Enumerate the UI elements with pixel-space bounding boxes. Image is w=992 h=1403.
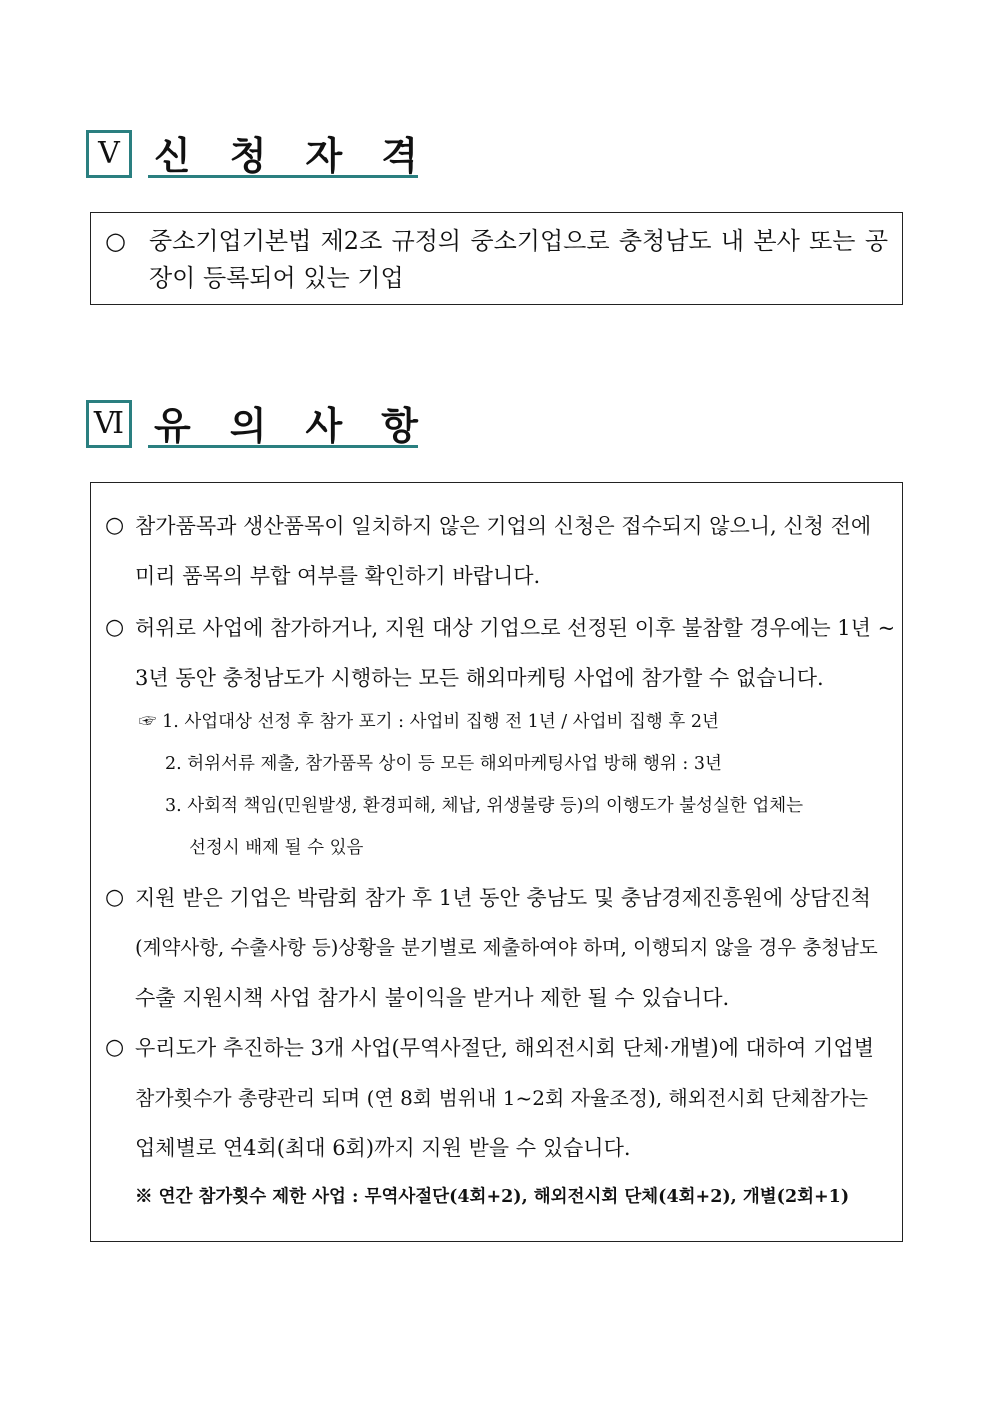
pointing-hand-icon: ☞: [139, 712, 157, 732]
circle-bullet-icon: ○: [105, 1035, 125, 1060]
notice-line: 참가품목과 생산품목이 일치하지 않은 기업의 신청은 접수되지 않으니, 신청 전에: [135, 514, 872, 538]
section-6-title-char: 의: [229, 404, 267, 448]
circle-bullet-icon: ○: [105, 615, 125, 640]
section-6-title-char: 항: [381, 404, 418, 448]
section-6-number: Ⅵ: [86, 400, 132, 448]
section-5-title-char: 격: [381, 134, 418, 178]
section-5-title: [148, 130, 418, 178]
section-6-heading: [86, 400, 418, 454]
notice-item: [105, 1023, 888, 1173]
notes-box: [90, 482, 903, 1242]
circle-bullet-icon: ○: [105, 513, 125, 538]
limit-note: ※ 연간 참가횟수 제한 사업 : 무역사절단(4회+2), 해외전시회 단체(4회+2), 개별(2회+1): [135, 1187, 850, 1207]
section-5-number: Ⅴ: [86, 130, 132, 178]
eligibility-text: 중소기업기본법 제2조 규정의 중소기업으로 충청남도 내 본사 또는 공장이 등록되어 있는 기업: [149, 227, 888, 292]
circle-bullet-icon: ○: [105, 227, 126, 255]
notice-item: [105, 501, 888, 601]
penalty-item-continued: 선정시 배제 될 수 있음: [189, 838, 364, 858]
eligibility-paragraph: [105, 223, 888, 297]
notice-line: 업체별로 연4회(최대 6회)까지 지원 받을 수 있습니다.: [135, 1136, 631, 1160]
penalty-item: 1. 사업대상 선정 후 참가 포기 : 사업비 집행 전 1년 / 사업비 집행 후 2년: [162, 712, 719, 732]
section-6-title: [148, 400, 418, 448]
circle-bullet-icon: ○: [105, 885, 125, 910]
penalty-item: 2. 허위서류 제출, 참가품목 상이 등 모든 해외마케팅사업 방해 행위 : 3년: [165, 754, 722, 774]
notice-item: [105, 603, 896, 703]
section-6-title-char: 사: [305, 404, 343, 448]
notice-line: 우리도가 추진하는 3개 사업(무역사절단, 해외전시회 단체·개별)에 대하여 기업별: [135, 1036, 874, 1060]
notice-item: [105, 873, 888, 1023]
section-5-title-char: 자: [305, 134, 343, 178]
section-5-heading: [86, 130, 418, 184]
section-5-title-char: 청: [229, 134, 267, 178]
penalty-item: 3. 사회적 책임(민원발생, 환경피해, 체납, 위생불량 등)의 이행도가 불성실한 업체는: [165, 796, 804, 816]
notice-line: (계약사항, 수출사항 등)상황을 분기별로 제출하여야 하며, 이행되지 않을 경우 충청남도: [135, 936, 878, 959]
notice-line: 3년 동안 충청남도가 시행하는 모든 해외마케팅 사업에 참가할 수 없습니다.: [135, 666, 824, 690]
penalty-list: [139, 701, 888, 869]
section-6-title-char: 유: [154, 404, 191, 448]
notice-line: 수출 지원시책 사업 참가시 불이익을 받거나 제한 될 수 있습니다.: [135, 986, 730, 1010]
notice-line: 미리 품목의 부합 여부를 확인하기 바랍니다.: [135, 564, 541, 588]
eligibility-box: [90, 212, 903, 305]
section-5-title-char: 신: [154, 134, 191, 178]
notice-line: 허위로 사업에 참가하거나, 지원 대상 기업으로 선정된 이후 불참할 경우에는 1년 ~: [135, 616, 896, 640]
notice-line: 지원 받은 기업은 박람회 참가 후 1년 동안 충남도 및 충남경제진흥원에 상담진척: [135, 886, 871, 910]
notice-line: 참가횟수가 총량관리 되며 (연 8회 범위내 1~2회 자율조정), 해외전시회 단체참가는: [135, 1086, 869, 1110]
